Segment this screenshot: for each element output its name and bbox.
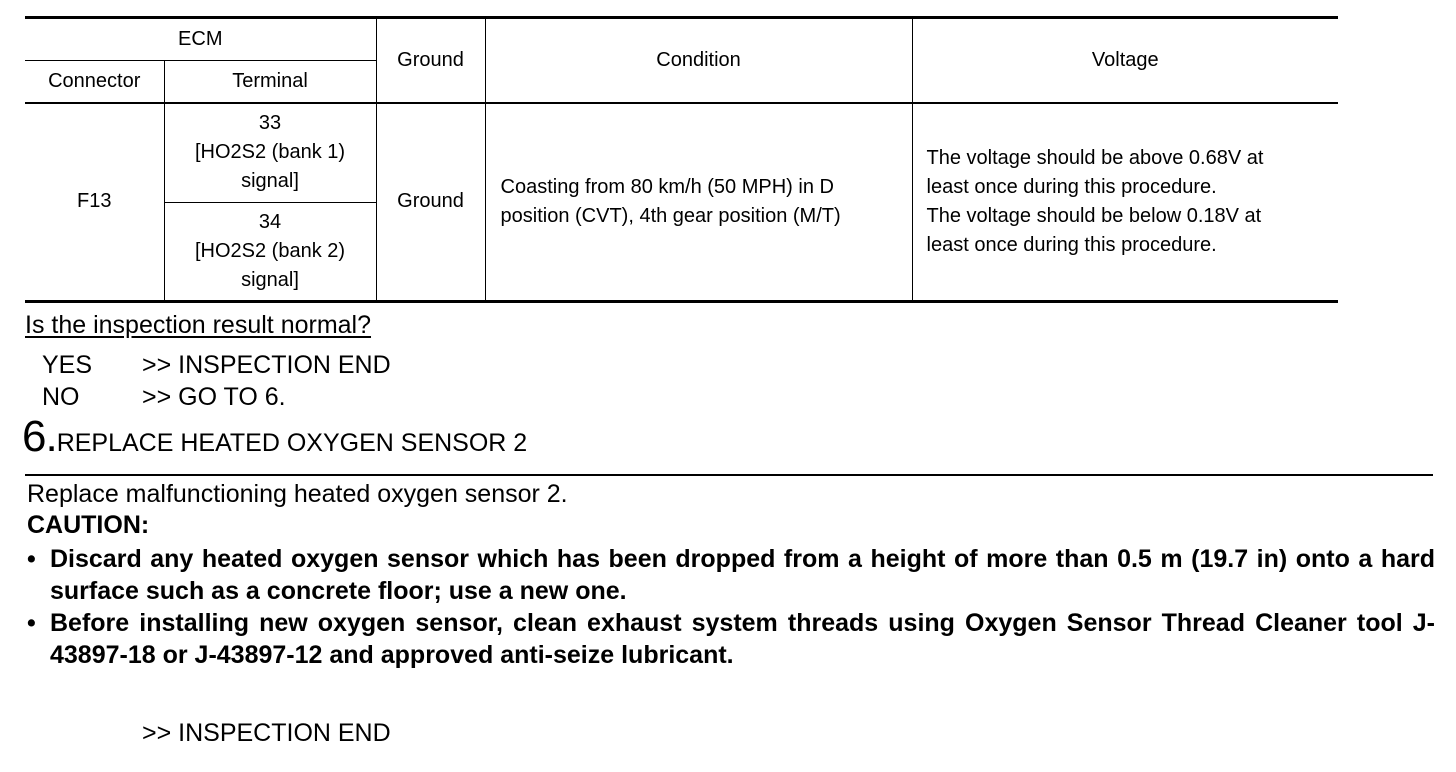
header-voltage: Voltage <box>912 18 1338 103</box>
step-divider <box>25 474 1433 476</box>
header-ground: Ground <box>376 18 485 103</box>
answer-key: NO <box>42 383 80 411</box>
ground-cell: Ground <box>376 103 485 302</box>
voltage-line: The voltage should be below 0.18V at <box>926 204 1262 227</box>
condition-line: position (CVT), 4th gear position (M/T) <box>500 204 841 227</box>
header-condition: Condition <box>485 18 912 103</box>
bullet-icon: • <box>27 545 36 573</box>
voltage-line: The voltage should be above 0.68V at <box>926 146 1264 169</box>
caution-item <box>27 543 1435 607</box>
voltage-line: least once during this procedure. <box>926 175 1217 198</box>
answer-yes <box>42 351 391 380</box>
condition-cell <box>485 103 912 302</box>
terminal-number: 33 <box>258 112 282 135</box>
header-ecm: ECM <box>25 18 376 61</box>
caution-item <box>27 607 1435 671</box>
header-connector: Connector <box>25 61 164 103</box>
inspection-table <box>25 16 1338 303</box>
bullet-icon: • <box>27 609 36 637</box>
step-title: REPLACE HEATED OXYGEN SENSOR 2 <box>56 429 528 457</box>
terminal-cell-33 <box>164 103 376 203</box>
caution-list <box>27 543 1435 671</box>
condition-line: Coasting from 80 km/h (50 MPH) in D <box>500 175 834 198</box>
inspection-question: Is the inspection result normal? <box>25 311 372 339</box>
header-terminal: Terminal <box>164 61 376 103</box>
terminal-suffix: signal] <box>241 170 299 193</box>
voltage-line: least once during this procedure. <box>926 233 1217 256</box>
terminal-cell-34 <box>164 203 376 302</box>
answer-value: >> GO TO 6. <box>142 383 286 411</box>
answer-key: YES <box>42 351 93 379</box>
step-heading <box>22 412 527 462</box>
final-result: >> INSPECTION END <box>142 719 391 747</box>
terminal-name: [HO2S2 (bank 1) <box>194 141 346 164</box>
connector-cell: F13 <box>25 103 164 302</box>
step-number: 6. <box>22 412 57 461</box>
terminal-suffix: signal] <box>241 269 299 291</box>
answer-no <box>42 383 286 412</box>
caution-text: Discard any heated oxygen sensor which has been dropped from a height of more than 0.5 m (19.7 in) onto a hard surface such as a concrete floor; use a new one. <box>50 545 1435 605</box>
terminal-number: 34 <box>258 211 282 233</box>
terminal-name: [HO2S2 (bank 2) <box>194 240 346 262</box>
instruction-text: Replace malfunctioning heated oxygen sensor 2. <box>27 480 568 508</box>
answer-value: >> INSPECTION END <box>142 351 391 379</box>
voltage-cell <box>912 103 1338 302</box>
caution-label: CAUTION: <box>27 511 150 539</box>
caution-text: Before installing new oxygen sensor, clean exhaust system threads using Oxygen Sensor Thread Cleaner tool J-43897-18 or J-43897-12 and approved anti-seize lubricant. <box>50 609 1435 669</box>
